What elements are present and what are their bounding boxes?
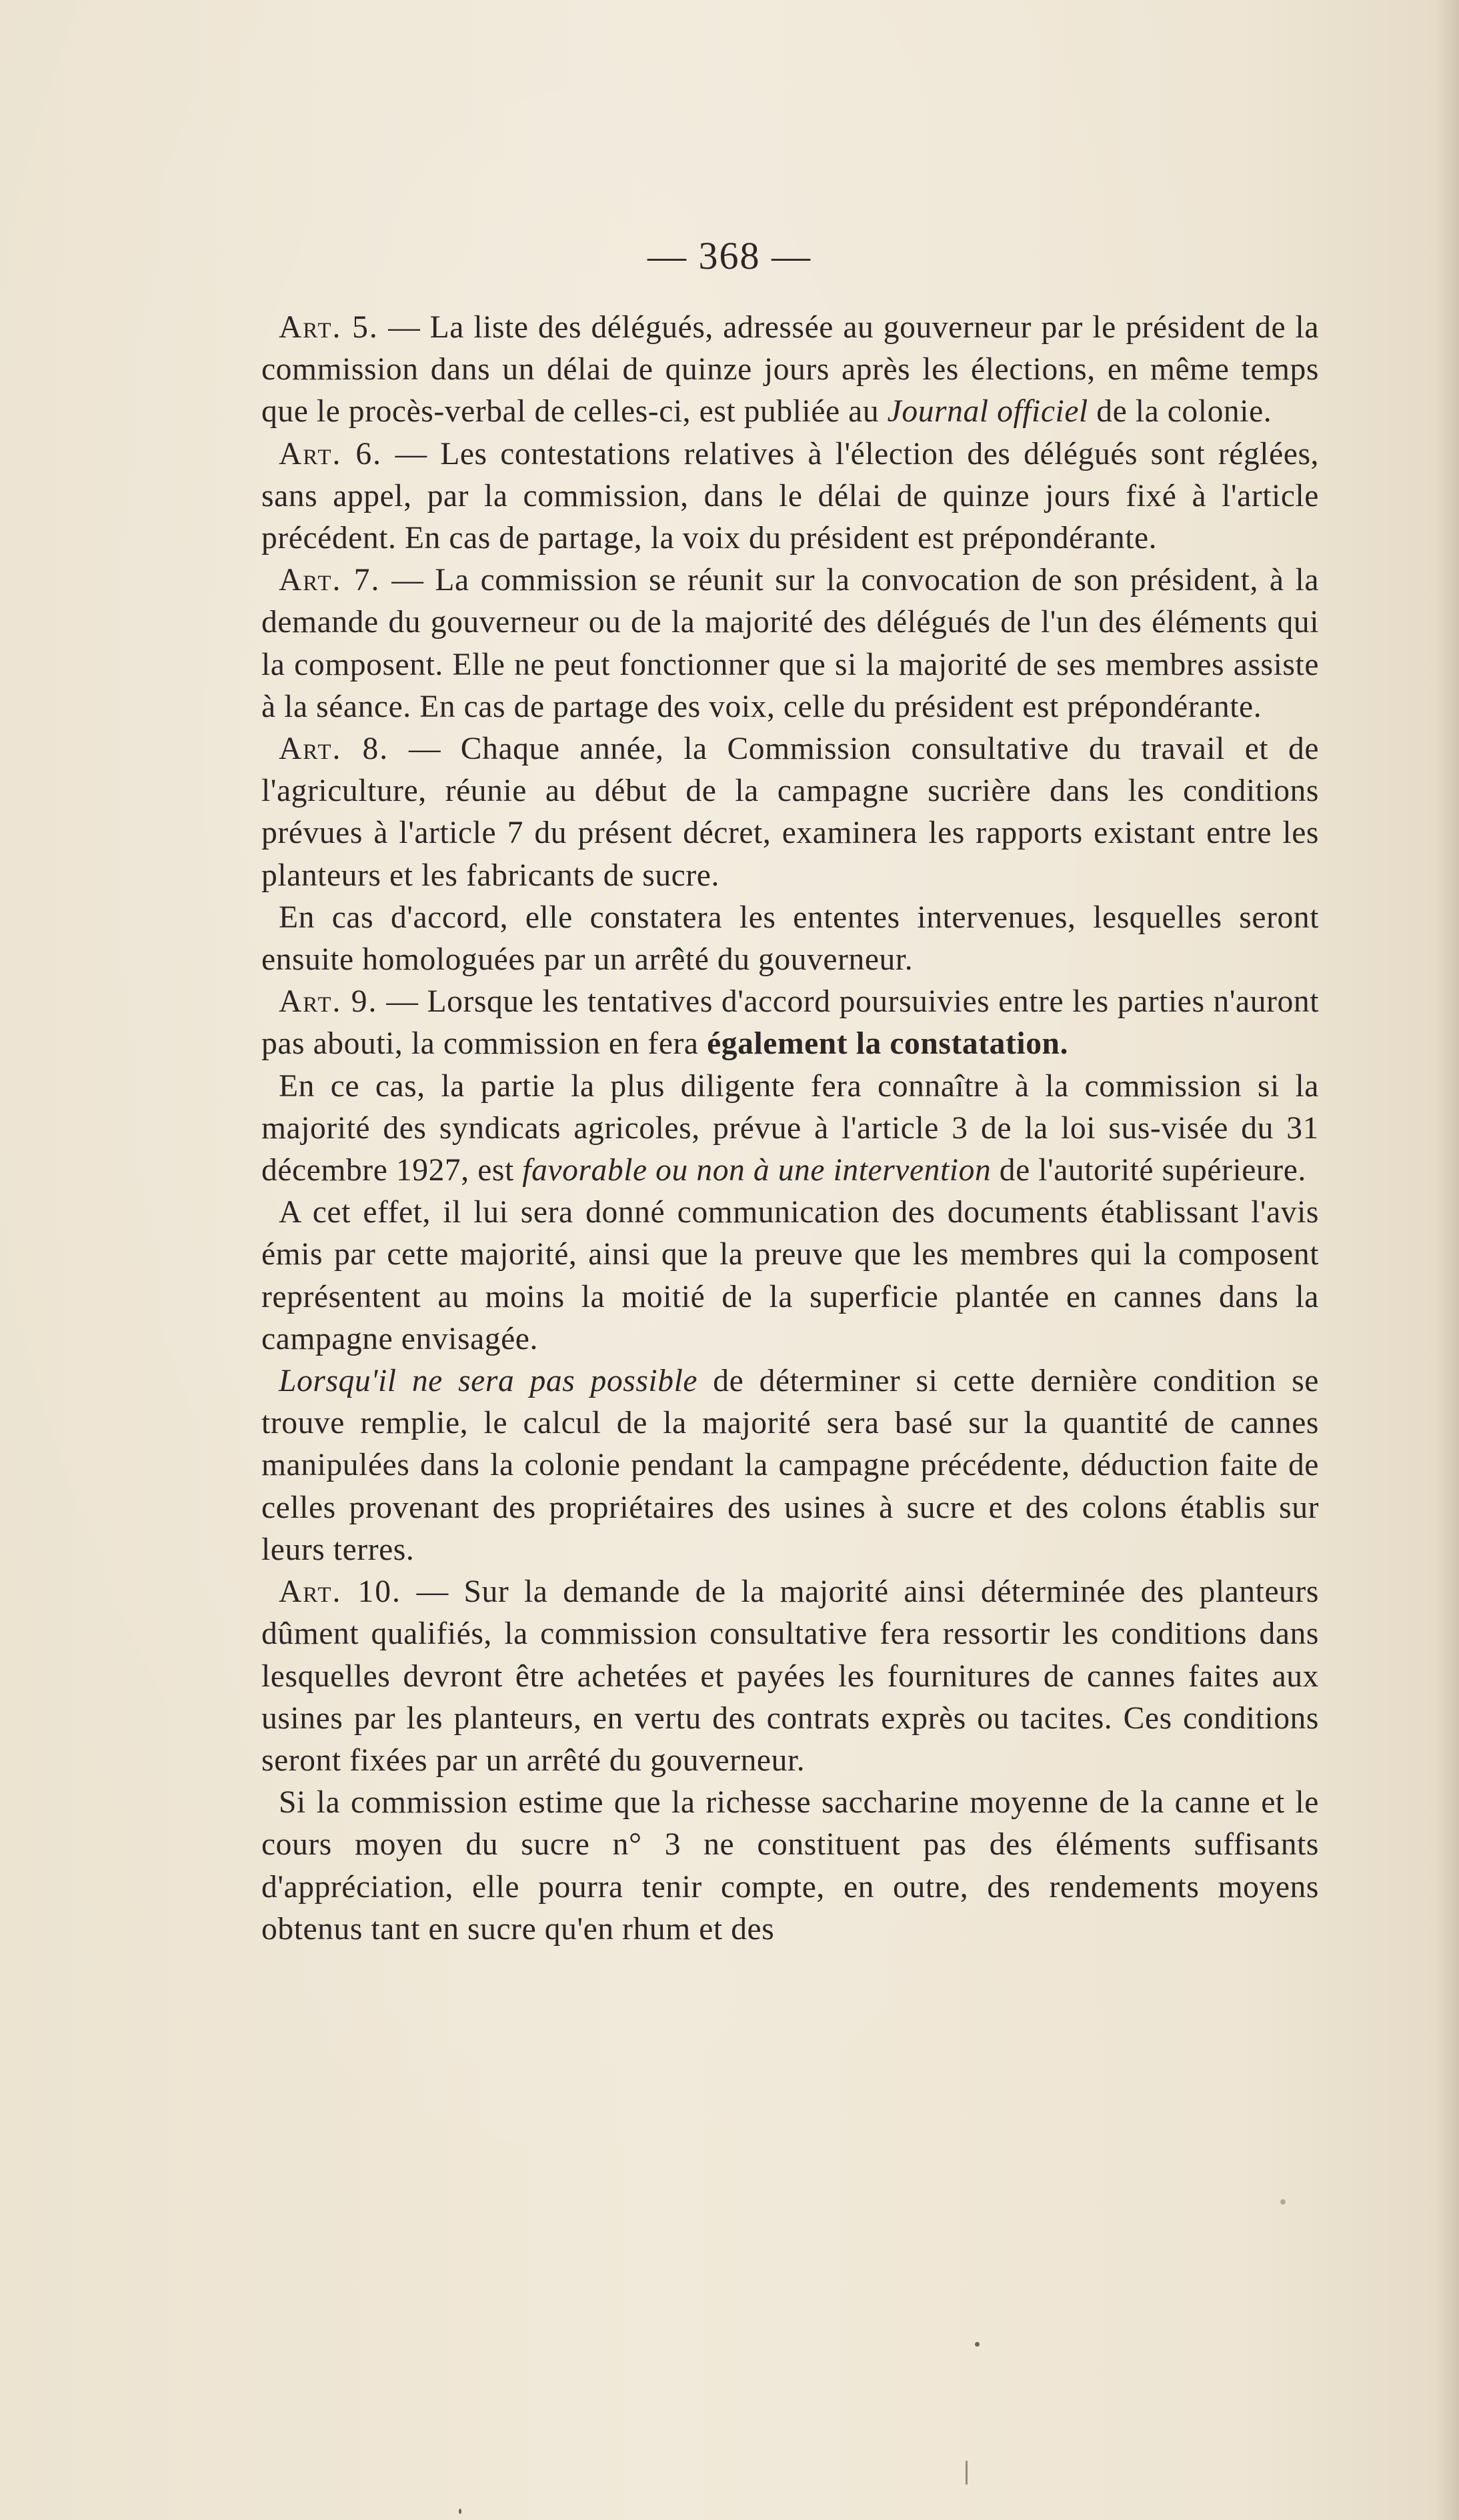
- text-run: — Les contestations relatives à l'élection des délégués sont réglées, sans appel, par la commission, dans le délai de quinze jours fixé à l'article précédent. En cas de partage, la voix du président est prépondérante.: [261, 436, 1319, 556]
- body-text: [261, 307, 1319, 1951]
- text-run: En cas d'accord, elle constatera les ententes intervenues, lesquelles seront ensuite homologuées par un arrêté du gouverneur.: [261, 900, 1319, 978]
- paragraph-art9b: [261, 1066, 1319, 1192]
- paragraph-art8: [261, 728, 1319, 897]
- text-run: de la colonie.: [1088, 394, 1272, 429]
- article-label: Art. 8.: [279, 732, 389, 767]
- text-run: — Lorsque les tentatives d'accord poursuivies entre les parties n'auront pas abouti, la commission en fera: [261, 984, 1319, 1062]
- paragraph-art5: [261, 307, 1319, 433]
- text-run: — Chaque année, la Commission consultative du travail et de l'agriculture, réunie au début de la campagne sucrière dans les conditions prévues à l'article 7 du présent décret, examinera les rapports existant entre les planteurs et les fabricants de sucre.: [261, 732, 1319, 893]
- ink-speck: [459, 2509, 461, 2514]
- paragraph-art10b: [261, 1782, 1319, 1951]
- article-label: Art. 5.: [279, 310, 379, 345]
- text-run: En ce cas, la partie la plus diligente fera connaître à la commission si la majorité des syndicats agricoles, prévue à l'article 3 de la loi sus-visée du 31 décembre 1927, est: [261, 1068, 1319, 1188]
- article-label: Art. 7.: [279, 563, 381, 598]
- ink-speck: [966, 2461, 968, 2485]
- text-run: Si la commission estime que la richesse saccharine moyenne de la canne et le cours moyen du sucre n° 3 ne constituent pas des éléments suffisants d'appréciation, elle pourra tenir compte, en outre, des rendements moyens obtenus tant en sucre qu'en rhum et des: [261, 1785, 1319, 1947]
- paragraph-art9c: [261, 1192, 1319, 1360]
- paragraph-art7: [261, 559, 1319, 728]
- text-run: — La commission se réunit sur la convocation de son président, à la demande du gouverneur ou de la majorité des délégués de l'un des éléments qui la composent. Elle ne peut fonctionner que si la majorité de ses membres assiste à la séance. En cas de partage des voix, celle du président est prépondérante.: [261, 563, 1319, 724]
- ink-speck: [975, 2342, 980, 2347]
- italic-text: Journal officiel: [887, 394, 1088, 429]
- bold-text: également la constatation.: [707, 1026, 1069, 1062]
- ink-speck: [1280, 2199, 1286, 2205]
- paragraph-art10: [261, 1571, 1319, 1782]
- text-run: de déterminer si cette dernière condition se trouve remplie, le calcul de la majorité sera basé sur la quantité de cannes manipulées dans la colonie pendant la campagne précédente, déduction faite de celles provenant des propriétaires des usines à sucre et des colons établis sur leurs terres.: [261, 1364, 1319, 1567]
- article-label: Art. 6.: [279, 436, 382, 471]
- text-run: — Sur la demande de la majorité ainsi déterminée des planteurs dûment qualifiés, la commission consultative fera ressortir les conditions dans lesquelles devront être achetées et payées les fournitures de cannes faites aux usines par les planteurs, en vertu des contrats exprès ou tacites. Ces conditions seront fixées par un arrêté du gouverneur.: [261, 1574, 1319, 1778]
- italic-text: favorable ou non à une intervention: [522, 1153, 992, 1188]
- paragraph-art8b: [261, 897, 1319, 981]
- page-number: — 368 —: [647, 234, 812, 277]
- paragraph-art9d: [261, 1360, 1319, 1571]
- text-run: — La liste des délégués, adressée au gouverneur par le président de la commission dans un délai de quinze jours après les élections, en même temps que le procès-verbal de celles-ci, est publiée au: [261, 310, 1320, 429]
- paragraph-art6: [261, 433, 1319, 560]
- article-label: Art. 10.: [279, 1574, 401, 1610]
- text-run: A cet effet, il lui sera donné communication des documents établissant l'avis émis par cette majorité, ainsi que la preuve que les membres qui la composent représentent au moins la moitié de la superficie plantée en cannes dans la campagne envisagée.: [261, 1195, 1319, 1356]
- article-label: Art. 9.: [279, 984, 378, 1020]
- text-run: de l'autorité supérieure.: [991, 1153, 1306, 1188]
- page-edge-shadow: [1435, 0, 1459, 2520]
- paragraph-art9: [261, 981, 1319, 1065]
- italic-text: Lorsqu'il ne sera pas possible: [279, 1364, 698, 1399]
